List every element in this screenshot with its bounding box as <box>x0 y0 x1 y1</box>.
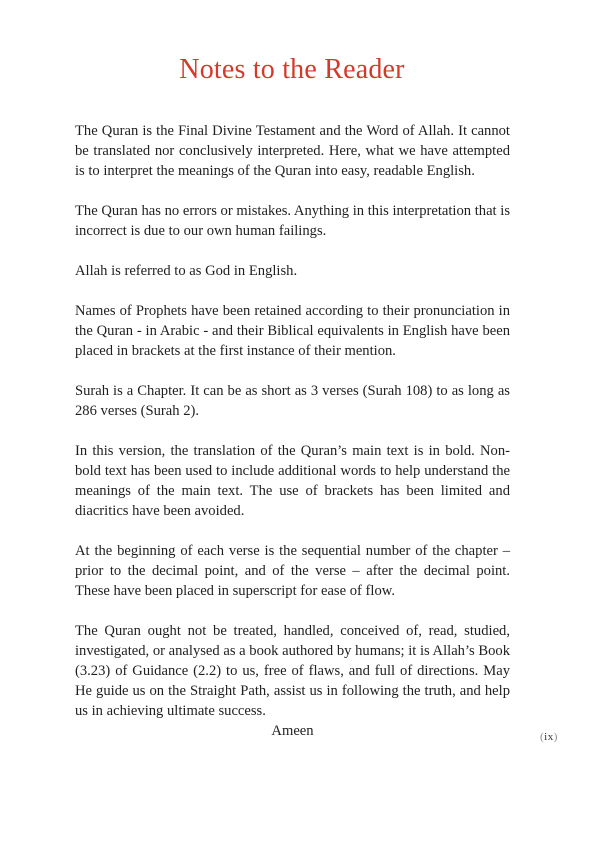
page-number-left-ornament: ( <box>540 731 545 743</box>
notes-body <box>75 121 510 741</box>
paragraph-closing-statement: The Quran ought not be treated, handled, conceived of, read, studied, investigated, or analysed as a book authored by humans; it is Allah’s Book (3.23) of Guidance (2.2) to us, free of flaws, and full of directions. May He guide us on the Straight Path, assist us in following the truth, and help us in achieving ultimate success. <box>75 623 510 719</box>
paragraph-allah-god: Allah is referred to as God in English. <box>75 263 298 279</box>
page-number <box>540 731 558 743</box>
closing-ameen: Ameen <box>271 723 314 739</box>
paragraph-surah-chapter: Surah is a Chapter. It can be as short as 3 verses (Surah 108) to as long as 286 verses (Surah 2). <box>75 383 510 419</box>
paragraph-prophet-names: Names of Prophets have been retained according to their pronunciation in the Quran - in Arabic - and their Biblical equivalents in English have been placed in brackets at the first instance of their mention. <box>75 303 510 359</box>
paragraph-final-testament: The Quran is the Final Divine Testament and the Word of Allah. It cannot be translated nor conclusively interpreted. Here, what we have attempted is to interpret the meanings of the Quran into easy, readable English. <box>75 123 510 179</box>
page-number-right-ornament: ) <box>553 731 558 743</box>
page-title: Notes to the Reader <box>179 54 405 85</box>
page-number-value: ix <box>544 731 554 743</box>
paragraph-verse-numbering: At the beginning of each verse is the sequential number of the chapter – prior to the decimal point, and of the verse – after the decimal point. These have been placed in superscript for ease of flow. <box>75 543 510 599</box>
paragraph-bold-text: In this version, the translation of the Quran’s main text is in bold. Non-bold text has been used to include additional words to help understand the meanings of the main text. The use of brackets has been limited and diacritics have been avoided. <box>75 443 510 519</box>
paragraph-no-errors: The Quran has no errors or mistakes. Anything in this interpretation that is incorrect is due to our own human failings. <box>75 203 510 239</box>
